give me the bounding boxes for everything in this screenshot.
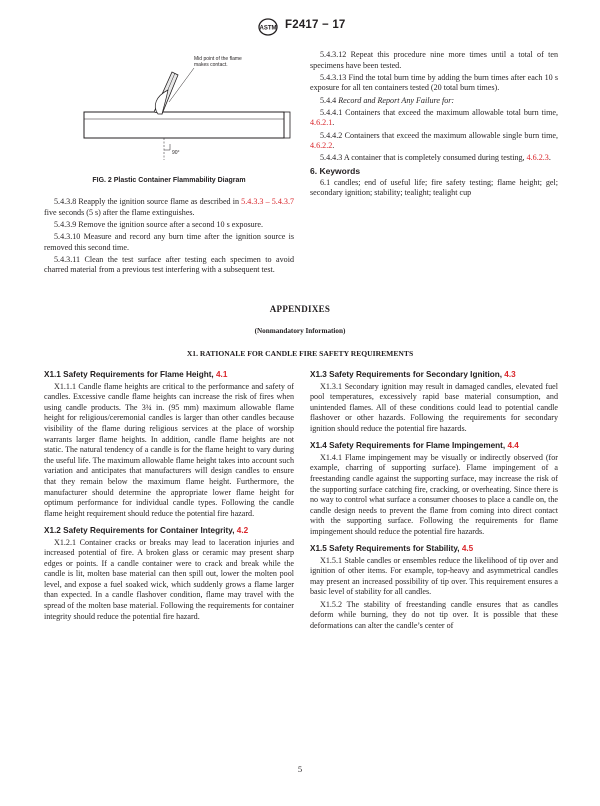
- section-heading-x1-4: X1.4 Safety Requirements for Flame Impingement, 4.4: [310, 441, 519, 451]
- right-column-top: [310, 50, 558, 200]
- section-link[interactable]: 4.6.2.1: [310, 118, 333, 128]
- angle-label: 90°: [172, 150, 180, 156]
- para-5-4-4-1: 5.4.4.1 Containers that exceed the maximum allowable total burn time, 4.6.2.1.: [310, 107, 558, 128]
- x1-title: X1. RATIONALE FOR CANDLE FIRE SAFETY REQUIREMENTS: [186, 349, 414, 358]
- para-x1-4-1: X1.4.1 Flame impingement may be visually or indirectly observed (for example, charring of supporting surface). Flame impingement of a freestanding candle against the supporting surface, may increase the risk of the supporting surface catching fire, cracking, or overheating. Since there is no way to control what surface a consumer chooses to place a candle on, the candle design needs to prevent the flame from coming into direct contact with the supporting surface. Following the requirements for flame impingement should reduce the potential fire hazards.: [310, 452, 558, 536]
- para-5-4-3-13: 5.4.3.13 Find the total burn time by adding the burn times after each 10 s exposure for all ten containers tested (20 total burn times).: [310, 72, 558, 93]
- section-heading-x1-5: X1.5 Safety Requirements for Stability, 4.5: [310, 544, 474, 554]
- para-5-4-3-12: 5.4.3.12 Repeat this procedure nine more times until a total of ten specimens have been tested.: [310, 50, 558, 70]
- section-link[interactable]: 4.6.2.3: [526, 153, 549, 163]
- left-column-top: [44, 197, 294, 278]
- page-number: 5: [297, 764, 303, 774]
- section-link[interactable]: 4.4: [507, 441, 519, 451]
- para-x1-5-1: X1.5.1 Stable candles or ensembles reduce the likelihood of tip over and ignition of other items. For example, top-heavy and asymmetrical candles may present an increased possibility of tip over. This requirement ensures a basic level of stability for all candles.: [310, 555, 558, 597]
- para-5-4-3-9: 5.4.3.9 Remove the ignition source after a second 10 s exposure.: [54, 219, 264, 229]
- section-link[interactable]: 4.2: [236, 525, 249, 535]
- figure-note-line2: makes contact.: [194, 62, 228, 68]
- right-column-bottom: [310, 370, 558, 633]
- para-x1-5-2: X1.5.2 The stability of freestanding candle ensures that as candles deform while burning, they do not tip over. It is possible that these deformations can alter the candle’s center of: [310, 599, 558, 630]
- flammability-diagram: [44, 50, 294, 170]
- appendixes-note: (Nonmandatory Information): [254, 327, 346, 335]
- para-x1-1-1: X1.1.1 Candle flame heights are critical to the performance and safety of candles. Excessive candle flame heights can increase the risk of fires when using candle products. The 3¾ in. (95 mm) maximum allowable flame height for religious/ceremonial candles is larger than other candles because visibility of the flame during religious services at the place of worship warrants larger flame heights. In addition, candle flame heights are not static. The natural tendency of a candle is for the flame height to vary during the useful life. The maximum allowable flame height takes into account such variation and anticipates that manufacturers will design candles to ensure that they remain below the maximum flame height. Furthermore, the manufacturer should determine the appropriate lower flame height for optimum performance for individual candle types. Following the candle flame height requirement should reduce the potential fire hazard.: [44, 381, 294, 518]
- keywords-heading: 6. Keywords: [310, 165, 361, 176]
- para-x1-3-1: X1.3.1 Secondary ignition may result in damaged candles, elevated fuel pool temperatures, excessively rapid base material consumption, and unintended flames. All of these conditions could lead to potential candle flashover or other hazards. Following the requirements for secondary ignition should reduce the potential fire hazards.: [310, 381, 558, 433]
- appendixes-title: APPENDIXES: [269, 304, 331, 314]
- para-5-4-4-2: 5.4.4.2 Containers that exceed the maximum allowable single burn time, 4.6.2.2.: [310, 130, 558, 151]
- document-id: F2417 − 17: [285, 19, 346, 31]
- para-5-4-4: 5.4.4 Record and Report Any Failure for:: [320, 95, 455, 105]
- para-5-4-3-8: 5.4.3.8 Reapply the ignition source flame as described in 5.4.3.3 – 5.4.3.7 five seconds (5 s) after the flame extinguishes.: [44, 197, 295, 217]
- para-5-4-3-10: 5.4.3.10 Measure and record any burn time after the ignition source is removed this second time.: [44, 231, 294, 252]
- section-link[interactable]: 4.5: [461, 544, 474, 554]
- figure-caption: FIG. 2 Plastic Container Flammability Diagram: [92, 177, 246, 184]
- section-link[interactable]: 4.1: [216, 370, 228, 379]
- section-heading-x1-2: X1.2 Safety Requirements for Container Integrity, 4.2: [44, 525, 249, 535]
- para-5-4-3-11: 5.4.3.11 Clean the test surface after testing each specimen to avoid charred material from a previous test interfering with a subsequent test.: [44, 254, 294, 275]
- astm-logo-icon: [258, 18, 278, 36]
- section-link[interactable]: 5.4.3.3 – 5.4.3.7: [241, 197, 295, 206]
- section-link[interactable]: 4.3: [504, 370, 516, 379]
- figure-note-line1: Mid point of the flame: [194, 56, 242, 62]
- keywords-text: 6.1 candles; end of useful life; fire safety testing; flame height; gel; secondary ignition; stability; tealight; tealight cup: [310, 177, 558, 198]
- section-heading-x1-1: X1.1 Safety Requirements for Flame Height, 4.1: [44, 370, 228, 379]
- section-link[interactable]: 4.6.2.2: [310, 141, 333, 151]
- left-column-bottom: [44, 370, 294, 624]
- para-x1-2-1: X1.2.1 Container cracks or breaks may lead to laceration injuries and increased potential of fire. A broken glass or ceramic may present sharp edges or points. If a candle container were to crack and break while the candle is lit, molten base material can then spill out, lower the molten pool level, and expose a fuel soaked wick, which suddenly grows a flame larger than expected. In a candle flashover condition, flame may travel with the spread of the molten base material. Following the requirements for container integrity should reduce the potential fire hazard.: [44, 537, 294, 621]
- para-5-4-4-3: 5.4.4.3 A container that is completely consumed during testing, 4.6.2.3.: [320, 153, 551, 163]
- section-heading-x1-3: X1.3 Safety Requirements for Secondary Ignition, 4.3: [310, 370, 516, 379]
- svg-text:ASTM: ASTM: [259, 25, 277, 32]
- page-header: [0, 18, 600, 38]
